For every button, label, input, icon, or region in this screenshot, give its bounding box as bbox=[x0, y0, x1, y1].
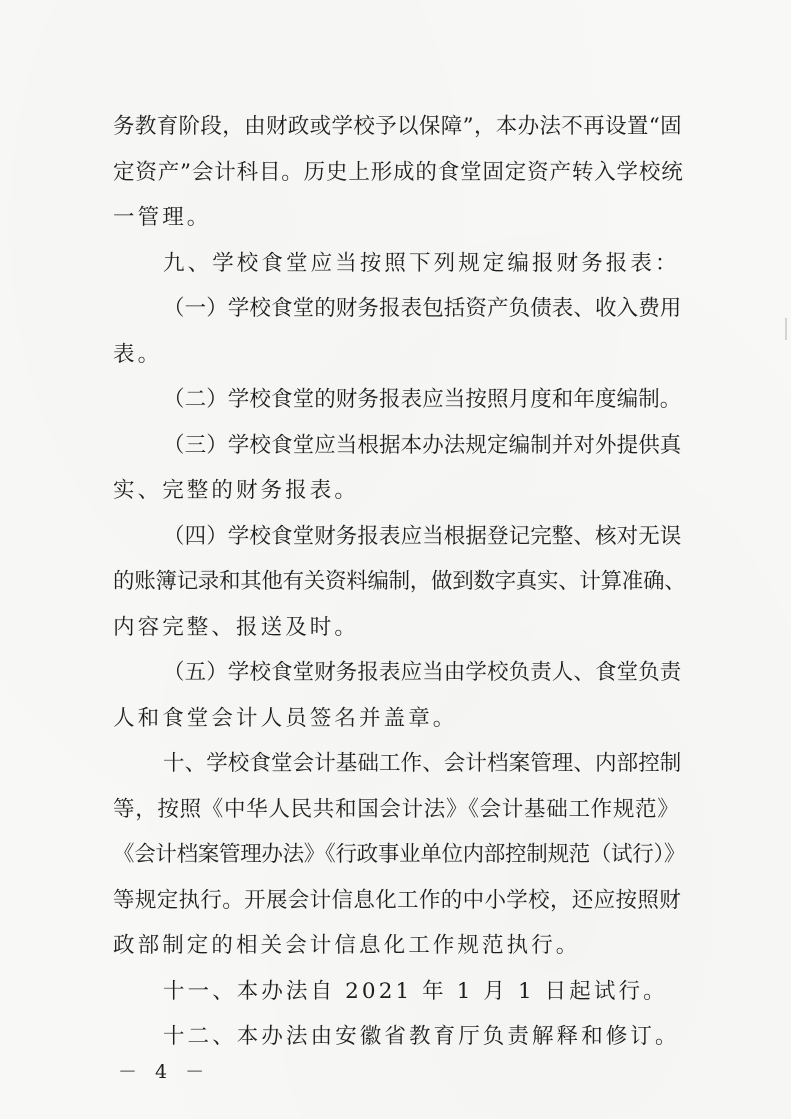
paragraph-line: 政部制定的相关会计信息化工作规范执行。 bbox=[113, 933, 581, 958]
paragraph-line: 务教育阶段，由财政或学校予以保障”，本办法不再设置“固 bbox=[113, 114, 682, 139]
paragraph-line: 《会计档案管理办法》《行政事业单位内部控制规范（试行）》 bbox=[113, 842, 686, 867]
paragraph-line: 实、完整的财务报表。 bbox=[113, 478, 360, 503]
section-heading-9: 九、学校食堂应当按照下列规定编报财务报表： bbox=[163, 250, 680, 276]
paragraph-line: 的账簿记录和其他有关资料编制，做到数字真实、计算准确、 bbox=[113, 569, 686, 594]
section-heading-11: 十一、本办法自 2021 年 1 月 1 日起试行。 bbox=[163, 978, 668, 1004]
paragraph-line: （四）学校食堂财务报表应当根据登记完整、核对无误 bbox=[163, 523, 682, 549]
paragraph-line: 表。 bbox=[113, 341, 163, 367]
paragraph-line: （一）学校食堂的财务报表包括资产负债表、收入费用 bbox=[163, 296, 682, 321]
section-heading-10: 十、学校食堂会计基础工作、会计档案管理、内部控制 bbox=[163, 751, 682, 776]
paragraph-line: （二）学校食堂的财务报表应当按照月度和年度编制。 bbox=[163, 387, 682, 412]
paragraph-line: 人和食堂会计人员签名并盖章。 bbox=[113, 705, 458, 731]
scan-artifact bbox=[785, 318, 787, 340]
paragraph-line: 内容完整、报送及时。 bbox=[113, 614, 360, 640]
paragraph-line: 等规定执行。开展会计信息化工作的中小学校，还应按照财 bbox=[113, 887, 682, 913]
paragraph-line: （五）学校食堂财务报表应当由学校负责人、食堂负责 bbox=[163, 660, 682, 685]
paragraph-line: 一管理。 bbox=[113, 205, 212, 230]
paragraph-line: 等，按照《中华人民共和国会计法》《会计基础工作规范》 bbox=[113, 796, 680, 822]
paragraph-line: 定资产”会计科目。历史上形成的食堂固定资产转入学校统 bbox=[113, 159, 684, 185]
paragraph-line: （三）学校食堂应当根据本办法规定编制并对外提供真 bbox=[163, 432, 682, 458]
section-heading-12: 十二、本办法由安徽省教育厅负责解释和修订。 bbox=[163, 1024, 680, 1049]
page-number: － 4 － bbox=[118, 1061, 211, 1083]
document-body bbox=[113, 112, 685, 1068]
